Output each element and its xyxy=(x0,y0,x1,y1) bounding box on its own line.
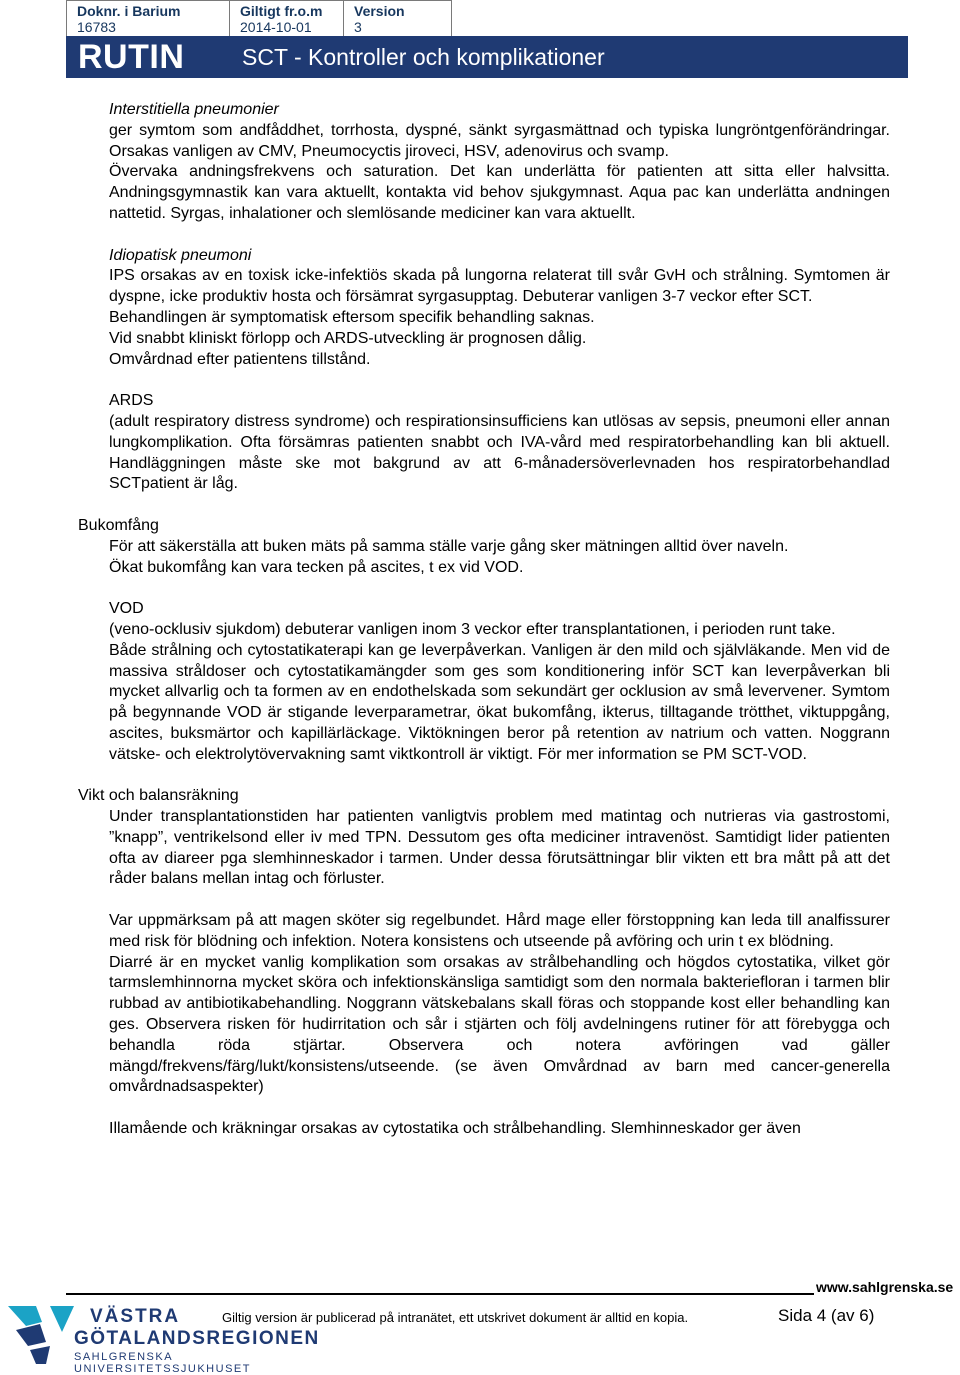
doc-number-label: Doknr. i Barium xyxy=(77,3,181,19)
section-interstitiella xyxy=(78,100,890,225)
paragraph: Vid snabbt kliniskt förlopp och ARDS-utveckling är prognosen dålig. xyxy=(109,329,587,347)
version-value: 3 xyxy=(354,19,362,35)
paragraph: ger symtom som andfåddhet, torrhosta, dyspné, sänkt syrgasmättnad och typiska lungröntgenförändringar. Orsakas vanligen av CMV, Pneumocyctis jiroveci, HSV, adenovirus och svamp. xyxy=(109,121,890,160)
page-title: SCT - Kontroller och komplikationer xyxy=(242,44,605,70)
paragraph: Behandlingen är symptomatisk eftersom specifik behandling saknas. xyxy=(109,308,595,326)
section-vikt xyxy=(78,786,890,1140)
valid-from-label: Giltigt fr.o.m xyxy=(240,3,323,19)
valid-from-cell xyxy=(230,0,344,36)
version-label: Version xyxy=(354,3,405,19)
section-vod xyxy=(78,599,890,765)
paragraph: IPS orsakas av en toxisk icke-infektiös skada på lungorna relaterat till svår GvH och strålning. Symtomen är dyspne, icke produktiv hosta och försämrat syrgasupptag. Debuterar vanligen 3-7 veckor efter SCT. xyxy=(109,267,890,306)
section-heading: Interstitiella pneumonier xyxy=(109,101,279,118)
footer-note: Giltig version är publicerad på intranätet, ett utskrivet dokument är alltid en kopia. xyxy=(222,1310,689,1325)
doc-number-value: 16783 xyxy=(77,19,116,35)
section-idiopatisk xyxy=(78,246,890,371)
valid-from-value: 2014-10-01 xyxy=(240,19,312,35)
section-heading: Vikt och balansräkning xyxy=(78,787,239,805)
version-cell xyxy=(344,0,452,36)
paragraph: Diarré är en mycket vanlig komplikation som orsakas av strålbehandling och högdos cytostatika, vilket gör tarmslemhinnorna mycket sköra och infektionskänsliga samtidigt som den normala bakteriefloran i tarmen blir rubbad av antibiotikabehandling. Noggrann vätskebalans skall föras och stoppande kost eller behandling kan ges. Observera risken för hudirritation och sår i stjärten och följ avdelningens rutiner för att förebygga och behandla röda stjärtar. Observera och notera avföringen vad gäller mängd/frekvens/färg/lukt/konsistens/utseende. (se även Omvårdnad av barn med cancer-generella omvårdnadsaspekter) xyxy=(109,953,890,1096)
paragraph: (veno-ocklusiv sjukdom) debuterar vanligen inom 3 veckor efter transplantationen, i perioden runt take. xyxy=(109,620,836,638)
logo-line-1: VÄSTRA xyxy=(90,1306,181,1327)
section-heading: Bukomfång xyxy=(78,516,159,534)
document-meta-table xyxy=(66,0,452,36)
page-number: Sida 4 (av 6) xyxy=(778,1306,875,1325)
paragraph: Under transplantationstiden har patienten vanligtvis problem med matintag och nutrieras via gastrostomi, ”knapp”, ventrikelsond eller iv med TPN. Dessutom ges ofta mediciner intravenöst. Samtidigt lider patienten ofta av diareer pga slemhinneskador i tarmen. Under dessa förutsättningar blir vikten ett bra mått på att det råder balans mellan intag och förluster. xyxy=(109,808,890,888)
header-band xyxy=(66,36,908,78)
paragraph: För att säkerställa att buken mäts på samma ställe varje gång sker mätningen alltid över naveln. xyxy=(109,537,789,555)
paragraph: Ökat bukomfång kan vara tecken på ascites, t ex vid VOD. xyxy=(109,558,524,576)
logo-line-3: SAHLGRENSKA UNIVERSITETSSJUKHUSET xyxy=(74,1351,251,1375)
document-body xyxy=(78,100,890,1140)
footer-rule xyxy=(66,1293,814,1295)
paragraph: Övervaka andningsfrekvens och saturation. Det kan underlätta för patienten att sitta eller halvsitta. Andningsgymnastik kan vara aktuellt, kontakta vid behov sjukgymnast. Aqua pac kan underlätta andningen nattetid. Syrgas, inhalationer och slemlösande mediciner kan vara aktuellt. xyxy=(109,163,890,222)
footer-url[interactable]: www.sahlgrenska.se xyxy=(816,1279,954,1295)
paragraph: Både strålning och cytostatikaterapi kan ge leverpåverkan. Vanligen är den mild och självläkande. Men vid de massiva stråldoser och cytostatikamängder som ges som konditionering inför SCT kan leverpåverkan bli mycket allvarlig och ta formen av en endothelskada som sekundärt ger ocklusion av små levervener. Symtom på begynnande VOD är stigande leverparametrar, ökat bukomfång, ikterus, tilltagande trötthet, viktuppgång, ascites, buksmärtor och kapillärläckage. Viktökningen beror på retention av natrium och vatten. Noggrann vätske- och elektrolytövervakning samt viktkontroll är viktigt. För mer information se PM SCT-VOD. xyxy=(109,641,890,763)
section-heading: Idiopatisk pneumoni xyxy=(109,246,252,264)
section-heading: ARDS xyxy=(109,392,154,410)
doc-number-cell xyxy=(66,0,230,36)
document-type: RUTIN xyxy=(78,38,185,76)
logo-line-2: GÖTALANDSREGIONEN xyxy=(74,1328,320,1349)
section-heading: VOD xyxy=(109,600,144,618)
paragraph: (adult respiratory distress syndrome) och respirationsinsufficiens kan utlösas av sepsis, pneumoni eller annan lungkomplikation. Ofta försämras patienten snabbt och IVA-vård med respiratorbehandling kan bli aktuell. Handläggningen måste ske mot bakgrund av att 6-månadersöverlevnaden hos respiratorbehandlad SCTpatient är låg. xyxy=(109,412,890,493)
section-ards xyxy=(78,391,890,495)
vgr-logo-mark xyxy=(6,1302,76,1366)
section-bukomfang xyxy=(78,516,890,578)
paragraph: Var uppmärksam på att magen sköter sig regelbundet. Hård mage eller förstoppning kan leda till analfissurer med risk för blödning och infektion. Notera konsistens och utseende på avföring och urin t ex blödning. xyxy=(109,912,890,950)
paragraph: Illamående och kräkningar orsakas av cytostatika och strålbehandling. Slemhinneskador ger även xyxy=(109,1120,801,1138)
paragraph: Omvårdnad efter patientens tillstånd. xyxy=(109,350,371,368)
